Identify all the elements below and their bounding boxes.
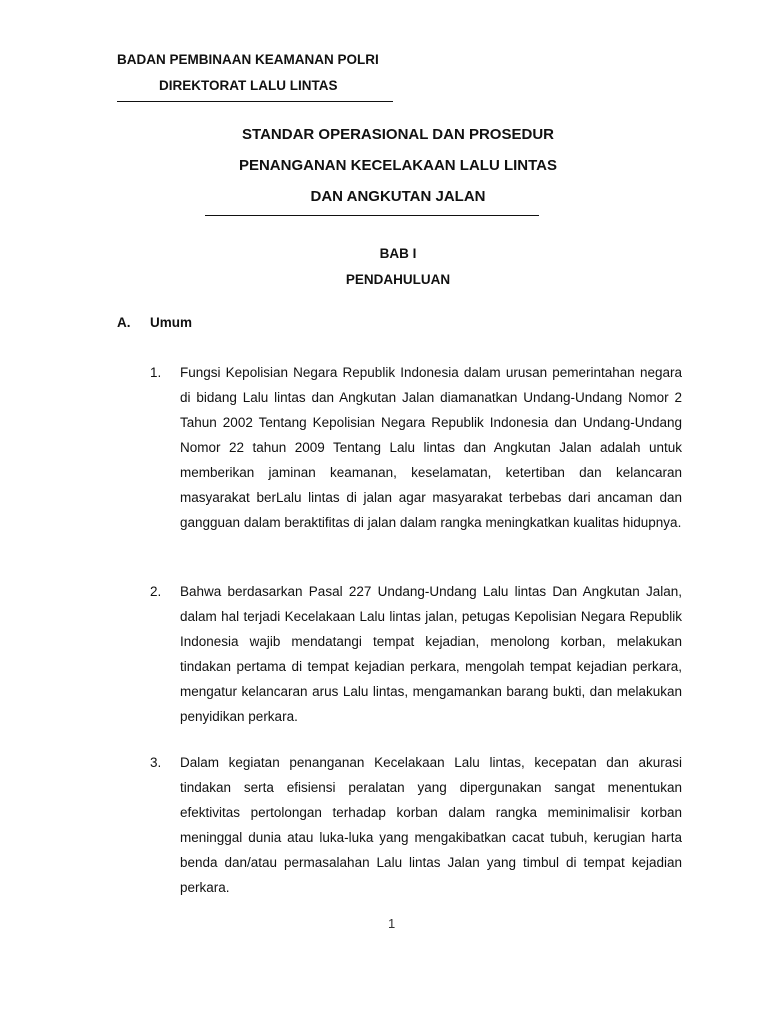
chapter-heading	[300, 246, 496, 298]
paragraph-item	[150, 750, 682, 900]
header-underline	[117, 101, 393, 102]
section-title: Umum	[150, 315, 193, 330]
paragraph-text: Bahwa berdasarkan Pasal 227 Undang-Undang Lalu lintas Dan Angkutan Jalan, dalam hal terjadi Kecelakaan Lalu lintas jalan, petugas Kepolisian Negara Republik Indonesia wajib mendatangi tempat kejadian, menolong korban, melakukan tindakan pertama di tempat kejadian perkara, mengolah tempat kejadian perkara, mengatur kelancaran arus Lalu lintas, mengamankan barang bukti, dan melakukan penyidikan perkara.	[180, 584, 682, 724]
organization-name: BADAN PEMBINAAN KEAMANAN POLRI	[117, 52, 379, 67]
section-heading	[117, 315, 192, 331]
title-line-1: STANDAR OPERASIONAL DAN PROSEDUR	[242, 126, 554, 143]
paragraph-number: 2.	[150, 584, 162, 599]
title-line-3: DAN ANGKUTAN JALAN	[310, 188, 486, 205]
page-number: 1	[388, 916, 396, 931]
document-title	[180, 126, 616, 219]
directorate-name: DIREKTORAT LALU LINTAS	[159, 78, 338, 93]
title-underline	[205, 215, 539, 216]
paragraph-text: Fungsi Kepolisian Negara Republik Indonesia dalam urusan pemerintahan negara di bidang Lalu lintas dan Angkutan Jalan diamanatkan Undang-Undang Nomor 2 Tahun 2002 Tentang Kepolisian Negara Republik Indonesia dan Undang-Undang Nomor 22 tahun 2009 Tentang Lalu lintas dan Angkutan Jalan adalah untuk memberikan jaminan keamanan, keselamatan, ketertiban dan kelancaran masyarakat berLalu lintas di jalan agar masyarakat terbebas dari ancaman dan gangguan dalam beraktifitas di jalan dalam rangka meningkatkan kualitas hidupnya.	[180, 365, 682, 530]
paragraph-item	[150, 360, 682, 535]
chapter-number: BAB I	[379, 246, 417, 261]
paragraph-item	[150, 579, 682, 729]
chapter-name: PENDAHULUAN	[345, 272, 451, 287]
paragraph-number: 1.	[150, 365, 162, 380]
paragraph-number: 3.	[150, 755, 162, 770]
title-line-2: PENANGANAN KECELAKAAN LALU LINTAS	[238, 157, 558, 174]
organization-header	[117, 52, 393, 94]
paragraph-text: Dalam kegiatan penanganan Kecelakaan Lalu lintas, kecepatan dan akurasi tindakan serta efisiensi peralatan yang dipergunakan sangat menentukan efektivitas pertolongan terhadap korban dalam rangka meminimalisir korban meninggal dunia atau luka-luka yang mengakibatkan cacat tubuh, kerugian harta benda dan/atau permasalahan Lalu lintas Jalan yang timbul di tempat kejadian perkara.	[180, 755, 682, 895]
section-letter: A.	[117, 315, 131, 330]
